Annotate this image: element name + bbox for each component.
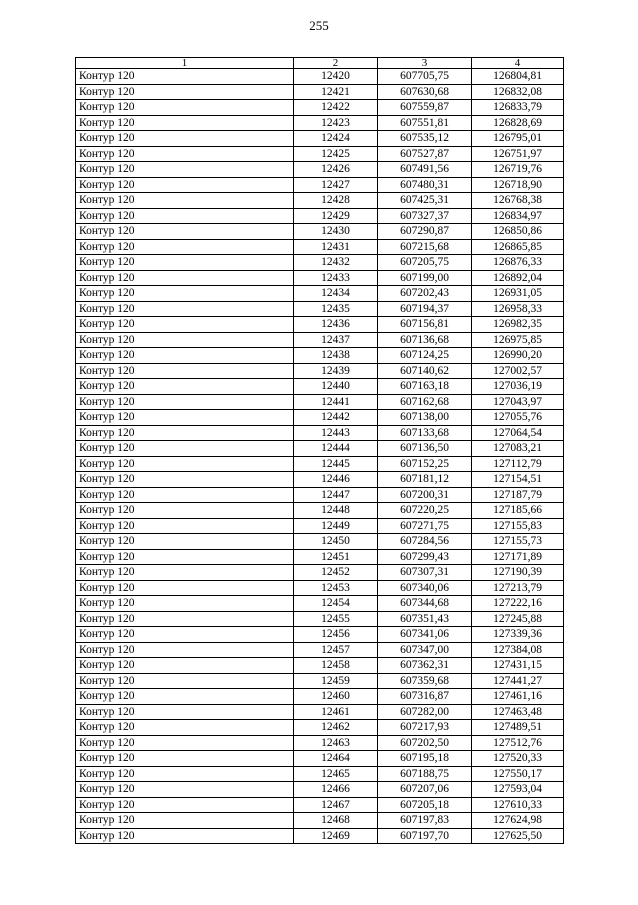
point-number-cell: 12434	[294, 286, 378, 302]
y-coordinate-cell: 127610,33	[472, 797, 564, 813]
table-row	[76, 549, 564, 565]
point-number-cell: 12444	[294, 441, 378, 457]
point-number-cell: 12421	[294, 84, 378, 100]
contour-name-cell: Контур 120	[76, 642, 294, 658]
contour-name-cell: Контур 120	[76, 596, 294, 612]
contour-name-cell: Контур 120	[76, 239, 294, 255]
point-number-cell: 12456	[294, 627, 378, 643]
contour-name-cell: Контур 120	[76, 735, 294, 751]
x-coordinate-cell: 607271,75	[378, 518, 472, 534]
x-coordinate-cell: 607136,50	[378, 441, 472, 457]
x-coordinate-cell: 607163,18	[378, 379, 472, 395]
contour-name-cell: Контур 120	[76, 472, 294, 488]
x-coordinate-cell: 607197,70	[378, 828, 472, 844]
y-coordinate-cell: 126719,76	[472, 162, 564, 178]
y-coordinate-cell: 126833,79	[472, 100, 564, 116]
contour-name-cell: Контур 120	[76, 534, 294, 550]
coordinates-table	[75, 57, 564, 844]
y-coordinate-cell: 126958,33	[472, 301, 564, 317]
x-coordinate-cell: 607220,25	[378, 503, 472, 519]
y-coordinate-cell: 126804,81	[472, 69, 564, 85]
x-coordinate-cell: 607290,87	[378, 224, 472, 240]
x-coordinate-cell: 607195,18	[378, 751, 472, 767]
point-number-cell: 12463	[294, 735, 378, 751]
table-row	[76, 565, 564, 581]
contour-name-cell: Контур 120	[76, 487, 294, 503]
point-number-cell: 12424	[294, 131, 378, 147]
table-row	[76, 379, 564, 395]
x-coordinate-cell: 607559,87	[378, 100, 472, 116]
header-row	[76, 58, 564, 69]
point-number-cell: 12442	[294, 410, 378, 426]
contour-name-cell: Контур 120	[76, 441, 294, 457]
table-row	[76, 193, 564, 209]
contour-name-cell: Контур 120	[76, 115, 294, 131]
contour-name-cell: Контур 120	[76, 286, 294, 302]
contour-name-cell: Контур 120	[76, 611, 294, 627]
x-coordinate-cell: 607162,68	[378, 394, 472, 410]
point-number-cell: 12448	[294, 503, 378, 519]
contour-name-cell: Контур 120	[76, 162, 294, 178]
contour-name-cell: Контур 120	[76, 69, 294, 85]
x-coordinate-cell: 607200,31	[378, 487, 472, 503]
point-number-cell: 12455	[294, 611, 378, 627]
table-row	[76, 534, 564, 550]
point-number-cell: 12441	[294, 394, 378, 410]
y-coordinate-cell: 126832,08	[472, 84, 564, 100]
point-number-cell: 12459	[294, 673, 378, 689]
table-row	[76, 658, 564, 674]
table-row	[76, 689, 564, 705]
point-number-cell: 12469	[294, 828, 378, 844]
y-coordinate-cell: 127431,15	[472, 658, 564, 674]
table-row	[76, 472, 564, 488]
y-coordinate-cell: 126892,04	[472, 270, 564, 286]
x-coordinate-cell: 607527,87	[378, 146, 472, 162]
table-row	[76, 239, 564, 255]
table-row	[76, 596, 564, 612]
table-row	[76, 115, 564, 131]
table-header	[76, 58, 564, 69]
x-coordinate-cell: 607359,68	[378, 673, 472, 689]
y-coordinate-cell: 127461,16	[472, 689, 564, 705]
y-coordinate-cell: 127339,36	[472, 627, 564, 643]
y-coordinate-cell: 127155,73	[472, 534, 564, 550]
point-number-cell: 12465	[294, 766, 378, 782]
table-row	[76, 84, 564, 100]
point-number-cell: 12428	[294, 193, 378, 209]
header-col-2: 2	[294, 58, 378, 69]
point-number-cell: 12435	[294, 301, 378, 317]
x-coordinate-cell: 607205,75	[378, 255, 472, 271]
table-row	[76, 580, 564, 596]
x-coordinate-cell: 607136,68	[378, 332, 472, 348]
contour-name-cell: Контур 120	[76, 255, 294, 271]
contour-name-cell: Контур 120	[76, 704, 294, 720]
x-coordinate-cell: 607197,83	[378, 813, 472, 829]
contour-name-cell: Контур 120	[76, 193, 294, 209]
contour-name-cell: Контур 120	[76, 348, 294, 364]
y-coordinate-cell: 127213,79	[472, 580, 564, 596]
y-coordinate-cell: 127112,79	[472, 456, 564, 472]
y-coordinate-cell: 126718,90	[472, 177, 564, 193]
point-number-cell: 12449	[294, 518, 378, 534]
contour-name-cell: Контур 120	[76, 131, 294, 147]
x-coordinate-cell: 607152,25	[378, 456, 472, 472]
x-coordinate-cell: 607215,68	[378, 239, 472, 255]
point-number-cell: 12447	[294, 487, 378, 503]
point-number-cell: 12464	[294, 751, 378, 767]
contour-name-cell: Контур 120	[76, 766, 294, 782]
header-col-4: 4	[472, 58, 564, 69]
table-row	[76, 255, 564, 271]
x-coordinate-cell: 607202,43	[378, 286, 472, 302]
y-coordinate-cell: 126982,35	[472, 317, 564, 333]
point-number-cell: 12445	[294, 456, 378, 472]
table-row	[76, 518, 564, 534]
point-number-cell: 12468	[294, 813, 378, 829]
table-row	[76, 673, 564, 689]
contour-name-cell: Контур 120	[76, 394, 294, 410]
y-coordinate-cell: 127489,51	[472, 720, 564, 736]
table-row	[76, 348, 564, 364]
point-number-cell: 12460	[294, 689, 378, 705]
x-coordinate-cell: 607341,06	[378, 627, 472, 643]
y-coordinate-cell: 126850,86	[472, 224, 564, 240]
table-row	[76, 611, 564, 627]
table-row	[76, 456, 564, 472]
contour-name-cell: Контур 120	[76, 627, 294, 643]
y-coordinate-cell: 127384,08	[472, 642, 564, 658]
point-number-cell: 12426	[294, 162, 378, 178]
y-coordinate-cell: 126865,85	[472, 239, 564, 255]
x-coordinate-cell: 607199,00	[378, 270, 472, 286]
x-coordinate-cell: 607299,43	[378, 549, 472, 565]
x-coordinate-cell: 607491,56	[378, 162, 472, 178]
contour-name-cell: Контур 120	[76, 224, 294, 240]
table-body	[76, 69, 564, 844]
x-coordinate-cell: 607705,75	[378, 69, 472, 85]
table-row	[76, 782, 564, 798]
point-number-cell: 12431	[294, 239, 378, 255]
contour-name-cell: Контур 120	[76, 425, 294, 441]
y-coordinate-cell: 127441,27	[472, 673, 564, 689]
table-row	[76, 503, 564, 519]
x-coordinate-cell: 607133,68	[378, 425, 472, 441]
point-number-cell: 12443	[294, 425, 378, 441]
table-row	[76, 487, 564, 503]
table-row	[76, 177, 564, 193]
contour-name-cell: Контур 120	[76, 363, 294, 379]
y-coordinate-cell: 127190,39	[472, 565, 564, 581]
y-coordinate-cell: 126751,97	[472, 146, 564, 162]
y-coordinate-cell: 127593,04	[472, 782, 564, 798]
contour-name-cell: Контур 120	[76, 720, 294, 736]
table-row	[76, 224, 564, 240]
point-number-cell: 12451	[294, 549, 378, 565]
table-row	[76, 270, 564, 286]
point-number-cell: 12433	[294, 270, 378, 286]
contour-name-cell: Контур 120	[76, 565, 294, 581]
y-coordinate-cell: 126876,33	[472, 255, 564, 271]
x-coordinate-cell: 607316,87	[378, 689, 472, 705]
table-row	[76, 720, 564, 736]
y-coordinate-cell: 127512,76	[472, 735, 564, 751]
y-coordinate-cell: 126795,01	[472, 131, 564, 147]
x-coordinate-cell: 607124,25	[378, 348, 472, 364]
point-number-cell: 12436	[294, 317, 378, 333]
point-number-cell: 12466	[294, 782, 378, 798]
y-coordinate-cell: 126768,38	[472, 193, 564, 209]
point-number-cell: 12427	[294, 177, 378, 193]
table-row	[76, 735, 564, 751]
x-coordinate-cell: 607140,62	[378, 363, 472, 379]
table-row	[76, 766, 564, 782]
page-number: 255	[309, 18, 329, 33]
table-row	[76, 797, 564, 813]
y-coordinate-cell: 127550,17	[472, 766, 564, 782]
x-coordinate-cell: 607284,56	[378, 534, 472, 550]
table-row	[76, 162, 564, 178]
table-row	[76, 394, 564, 410]
contour-name-cell: Контур 120	[76, 410, 294, 426]
contour-name-cell: Контур 120	[76, 208, 294, 224]
x-coordinate-cell: 607194,37	[378, 301, 472, 317]
table-row	[76, 410, 564, 426]
x-coordinate-cell: 607362,31	[378, 658, 472, 674]
contour-name-cell: Контур 120	[76, 379, 294, 395]
x-coordinate-cell: 607340,06	[378, 580, 472, 596]
x-coordinate-cell: 607188,75	[378, 766, 472, 782]
table-row	[76, 704, 564, 720]
x-coordinate-cell: 607347,00	[378, 642, 472, 658]
x-coordinate-cell: 607535,12	[378, 131, 472, 147]
table-row	[76, 642, 564, 658]
contour-name-cell: Контур 120	[76, 270, 294, 286]
x-coordinate-cell: 607344,68	[378, 596, 472, 612]
point-number-cell: 12453	[294, 580, 378, 596]
point-number-cell: 12438	[294, 348, 378, 364]
table-row	[76, 146, 564, 162]
contour-name-cell: Контур 120	[76, 549, 294, 565]
contour-name-cell: Контур 120	[76, 301, 294, 317]
x-coordinate-cell: 607156,81	[378, 317, 472, 333]
contour-name-cell: Контур 120	[76, 797, 294, 813]
point-number-cell: 12458	[294, 658, 378, 674]
contour-name-cell: Контур 120	[76, 146, 294, 162]
point-number-cell: 12420	[294, 69, 378, 85]
contour-name-cell: Контур 120	[76, 689, 294, 705]
contour-name-cell: Контур 120	[76, 518, 294, 534]
table-row	[76, 813, 564, 829]
table-row	[76, 627, 564, 643]
point-number-cell: 12429	[294, 208, 378, 224]
table-row	[76, 828, 564, 844]
y-coordinate-cell: 127222,16	[472, 596, 564, 612]
x-coordinate-cell: 607307,31	[378, 565, 472, 581]
y-coordinate-cell: 127624,98	[472, 813, 564, 829]
contour-name-cell: Контур 120	[76, 456, 294, 472]
x-coordinate-cell: 607181,12	[378, 472, 472, 488]
point-number-cell: 12462	[294, 720, 378, 736]
contour-name-cell: Контур 120	[76, 673, 294, 689]
table-row	[76, 317, 564, 333]
table-row	[76, 441, 564, 457]
x-coordinate-cell: 607327,37	[378, 208, 472, 224]
y-coordinate-cell: 127625,50	[472, 828, 564, 844]
contour-name-cell: Контур 120	[76, 84, 294, 100]
contour-name-cell: Контур 120	[76, 782, 294, 798]
contour-name-cell: Контур 120	[76, 580, 294, 596]
table-row	[76, 100, 564, 116]
point-number-cell: 12439	[294, 363, 378, 379]
contour-name-cell: Контур 120	[76, 503, 294, 519]
y-coordinate-cell: 127036,19	[472, 379, 564, 395]
table-row	[76, 69, 564, 85]
point-number-cell: 12437	[294, 332, 378, 348]
contour-name-cell: Контур 120	[76, 813, 294, 829]
x-coordinate-cell: 607207,06	[378, 782, 472, 798]
x-coordinate-cell: 607217,93	[378, 720, 472, 736]
table-row	[76, 332, 564, 348]
table-row	[76, 363, 564, 379]
point-number-cell: 12457	[294, 642, 378, 658]
y-coordinate-cell: 127083,21	[472, 441, 564, 457]
x-coordinate-cell: 607282,00	[378, 704, 472, 720]
point-number-cell: 12432	[294, 255, 378, 271]
y-coordinate-cell: 127185,66	[472, 503, 564, 519]
x-coordinate-cell: 607202,50	[378, 735, 472, 751]
table-row	[76, 425, 564, 441]
contour-name-cell: Контур 120	[76, 828, 294, 844]
contour-name-cell: Контур 120	[76, 751, 294, 767]
y-coordinate-cell: 127043,97	[472, 394, 564, 410]
point-number-cell: 12430	[294, 224, 378, 240]
y-coordinate-cell: 127064,54	[472, 425, 564, 441]
y-coordinate-cell: 126834,97	[472, 208, 564, 224]
header-col-1: 1	[76, 58, 294, 69]
y-coordinate-cell: 127245,88	[472, 611, 564, 627]
point-number-cell: 12446	[294, 472, 378, 488]
y-coordinate-cell: 126990,20	[472, 348, 564, 364]
point-number-cell: 12440	[294, 379, 378, 395]
y-coordinate-cell: 127002,57	[472, 363, 564, 379]
point-number-cell: 12467	[294, 797, 378, 813]
y-coordinate-cell: 126931,05	[472, 286, 564, 302]
table-row	[76, 131, 564, 147]
x-coordinate-cell: 607480,31	[378, 177, 472, 193]
y-coordinate-cell: 127154,51	[472, 472, 564, 488]
point-number-cell: 12452	[294, 565, 378, 581]
y-coordinate-cell: 127155,83	[472, 518, 564, 534]
contour-name-cell: Контур 120	[76, 332, 294, 348]
y-coordinate-cell: 127055,76	[472, 410, 564, 426]
x-coordinate-cell: 607138,00	[378, 410, 472, 426]
point-number-cell: 12422	[294, 100, 378, 116]
point-number-cell: 12461	[294, 704, 378, 720]
y-coordinate-cell: 127171,89	[472, 549, 564, 565]
x-coordinate-cell: 607630,68	[378, 84, 472, 100]
contour-name-cell: Контур 120	[76, 658, 294, 674]
x-coordinate-cell: 607205,18	[378, 797, 472, 813]
y-coordinate-cell: 127463,48	[472, 704, 564, 720]
contour-name-cell: Контур 120	[76, 317, 294, 333]
contour-name-cell: Контур 120	[76, 177, 294, 193]
contour-name-cell: Контур 120	[76, 100, 294, 116]
point-number-cell: 12425	[294, 146, 378, 162]
point-number-cell: 12450	[294, 534, 378, 550]
table-row	[76, 286, 564, 302]
x-coordinate-cell: 607551,81	[378, 115, 472, 131]
x-coordinate-cell: 607425,31	[378, 193, 472, 209]
point-number-cell: 12454	[294, 596, 378, 612]
point-number-cell: 12423	[294, 115, 378, 131]
y-coordinate-cell: 127520,33	[472, 751, 564, 767]
y-coordinate-cell: 126828,69	[472, 115, 564, 131]
y-coordinate-cell: 127187,79	[472, 487, 564, 503]
x-coordinate-cell: 607351,43	[378, 611, 472, 627]
header-col-3: 3	[378, 58, 472, 69]
table-row	[76, 208, 564, 224]
y-coordinate-cell: 126975,85	[472, 332, 564, 348]
table-row	[76, 301, 564, 317]
table-row	[76, 751, 564, 767]
